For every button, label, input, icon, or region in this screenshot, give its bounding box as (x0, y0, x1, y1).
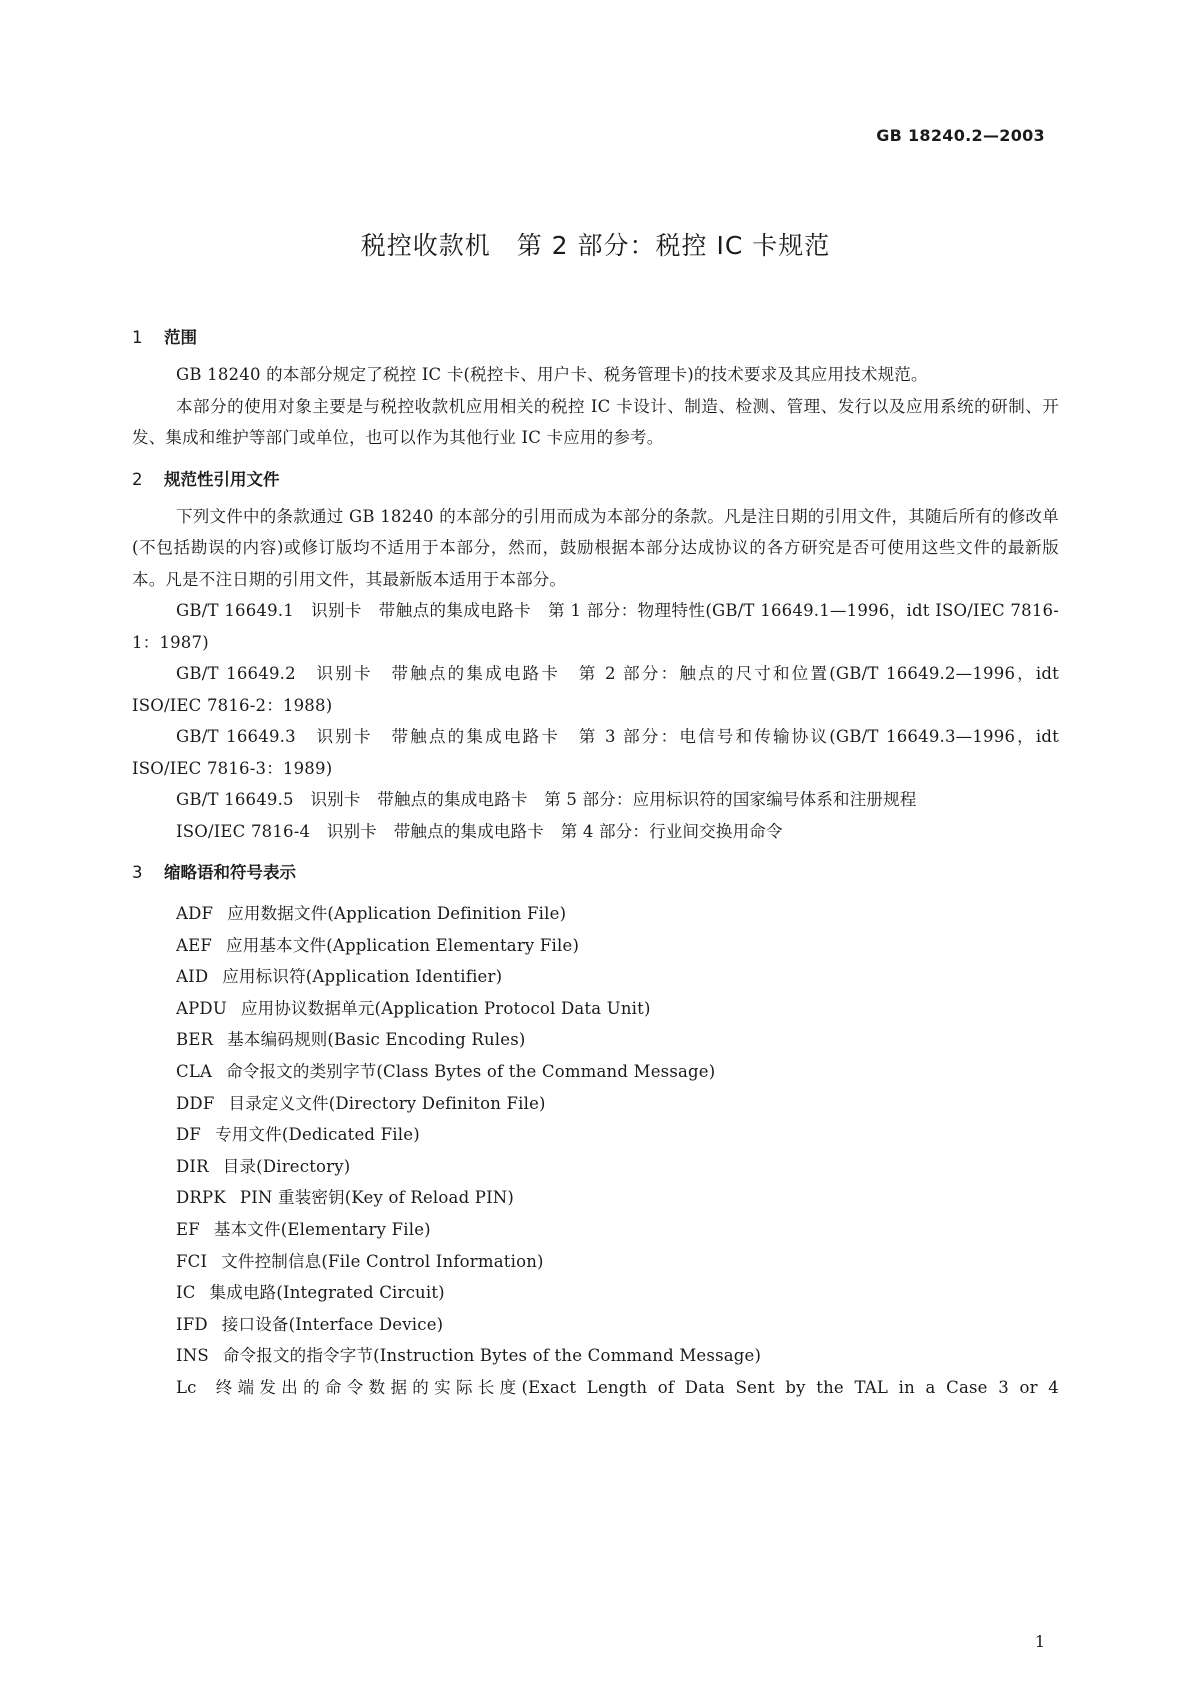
section-number: 1 (132, 328, 143, 347)
document-body (132, 322, 1059, 1404)
abbreviation-definition: 命令报文的类别字节(Class Bytes of the Command Message) (226, 1061, 716, 1081)
abbreviation-definition: PIN 重装密钥(Key of Reload PIN) (239, 1188, 515, 1208)
abbreviation-code: DF (176, 1125, 202, 1145)
section-title: 范围 (164, 328, 197, 347)
abbreviation-definition: 应用标识符(Application Identifier) (222, 967, 503, 987)
abbreviation-definition: 应用基本文件(Application Elementary File) (226, 935, 580, 955)
abbreviation-definition: 终端发出的命令数据的实际长度(Exact Length of Data Sent by the TAL in a Case 3 or 4 (210, 1377, 1059, 1397)
section-number: 2 (132, 469, 143, 489)
abbreviation-item (132, 1246, 1059, 1278)
section-1-body (132, 359, 1059, 454)
abbreviation-code: APDU (176, 998, 227, 1018)
page-number: 1 (1034, 1632, 1045, 1651)
paragraph: 下列文件中的条款通过 GB 18240 的本部分的引用而成为本部分的条款。凡是注日期的引用文件，其随后所有的修改单(不包括勘误的内容)或修订版均不适用于本部分，然而，鼓励根据本部分达成协议的各方研究是否可使用这些文件的最新版本。凡是不注日期的引用文件，其最新版本适用于本部分。 (132, 506, 1059, 589)
abbreviation-code: Lc (176, 1377, 197, 1397)
abbreviation-definition: 目录(Directory) (222, 1156, 351, 1176)
abbreviation-definition: 应用协议数据单元(Application Protocol Data Unit) (240, 998, 651, 1018)
abbreviation-item (132, 1151, 1059, 1183)
section-2-body (132, 501, 1059, 848)
abbreviation-item (132, 1277, 1059, 1309)
abbreviation-code: DRPK (176, 1188, 226, 1208)
page-title: 税控收款机 第 2 部分：税控 IC 卡规范 (360, 231, 831, 260)
abbreviation-definition: 集成电路(Integrated Circuit) (209, 1283, 445, 1303)
abbreviation-code: DIR (176, 1156, 209, 1176)
abbreviation-code: IFD (176, 1314, 208, 1334)
abbreviation-code: CLA (176, 1061, 213, 1081)
section-number: 3 (132, 863, 143, 882)
section-heading-scope (132, 322, 1059, 353)
abbreviation-item (132, 1182, 1059, 1214)
abbreviation-definition: 应用数据文件(Application Definition File) (227, 904, 567, 923)
abbreviation-item (132, 1309, 1059, 1341)
abbreviation-definition: 基本文件(Elementary File) (213, 1219, 431, 1239)
abbreviation-code: AEF (176, 935, 213, 955)
abbreviation-item (132, 1119, 1059, 1151)
abbreviation-item (132, 993, 1059, 1025)
abbreviation-item (132, 1372, 1059, 1404)
abbreviation-definition: 命令报文的指令字节(Instruction Bytes of the Command Message) (222, 1346, 762, 1366)
abbreviation-definition: 基本编码规则(Basic Encoding Rules) (227, 1030, 526, 1050)
abbreviation-code: ADF (176, 904, 214, 923)
abbreviation-definition: 专用文件(Dedicated File) (215, 1125, 420, 1145)
abbreviation-code: FCI (176, 1251, 208, 1271)
abbreviation-item (132, 1056, 1059, 1088)
abbreviation-code: AID (176, 967, 209, 987)
abbreviation-list (132, 898, 1059, 1404)
standard-code: GB 18240.2—2003 (876, 126, 1045, 145)
abbreviation-code: BER (176, 1030, 214, 1050)
section-heading-normative-references (132, 464, 1059, 495)
abbreviation-item (132, 961, 1059, 993)
reference-item: GB/T 16649.1 识别卡 带触点的集成电路卡 第 1 部分：物理特性(GB/T 16649.1—1996，idt ISO/IEC 7816-1：1987) (132, 601, 1059, 652)
abbreviation-item (132, 1214, 1059, 1246)
section-title: 规范性引用文件 (164, 469, 280, 489)
abbreviation-code: EF (176, 1219, 200, 1239)
abbreviation-item (132, 1340, 1059, 1372)
abbreviation-definition: 接口设备(Interface Device) (221, 1314, 444, 1334)
section-heading-abbreviations (132, 857, 1059, 888)
abbreviation-item (132, 1088, 1059, 1120)
abbreviation-code: IC (176, 1283, 196, 1303)
abbreviation-definition: 文件控制信息(File Control Information) (221, 1251, 544, 1271)
abbreviation-code: INS (176, 1346, 209, 1366)
reference-item: GB/T 16649.3 识别卡 带触点的集成电路卡 第 3 部分：电信号和传输协议(GB/T 16649.3—1996，idt ISO/IEC 7816-3：1989) (132, 727, 1059, 778)
reference-item: GB/T 16649.5 识别卡 带触点的集成电路卡 第 5 部分：应用标识符的国家编号体系和注册规程 (176, 790, 917, 809)
reference-item: GB/T 16649.2 识别卡 带触点的集成电路卡 第 2 部分：触点的尺寸和位置(GB/T 16649.2—1996，idt ISO/IEC 7816-2：1988) (132, 664, 1059, 715)
reference-item: ISO/IEC 7816-4 识别卡 带触点的集成电路卡 第 4 部分：行业间交换用命令 (176, 821, 783, 841)
abbreviation-code: DDF (176, 1093, 215, 1113)
abbreviation-item (132, 1024, 1059, 1056)
abbreviation-item (132, 898, 1059, 930)
abbreviation-definition: 目录定义文件(Directory Definiton File) (228, 1093, 546, 1113)
abbreviation-item (132, 930, 1059, 962)
paragraph: 本部分的使用对象主要是与税控收款机应用相关的税控 IC 卡设计、制造、检测、管理、发行以及应用系统的研制、开发、集成和维护等部门或单位，也可以作为其他行业 IC 卡应用的参考。 (132, 396, 1059, 447)
section-title: 缩略语和符号表示 (164, 863, 296, 882)
paragraph: GB 18240 的本部分规定了税控 IC 卡(税控卡、用户卡、税务管理卡)的技术要求及其应用技术规范。 (176, 365, 928, 384)
